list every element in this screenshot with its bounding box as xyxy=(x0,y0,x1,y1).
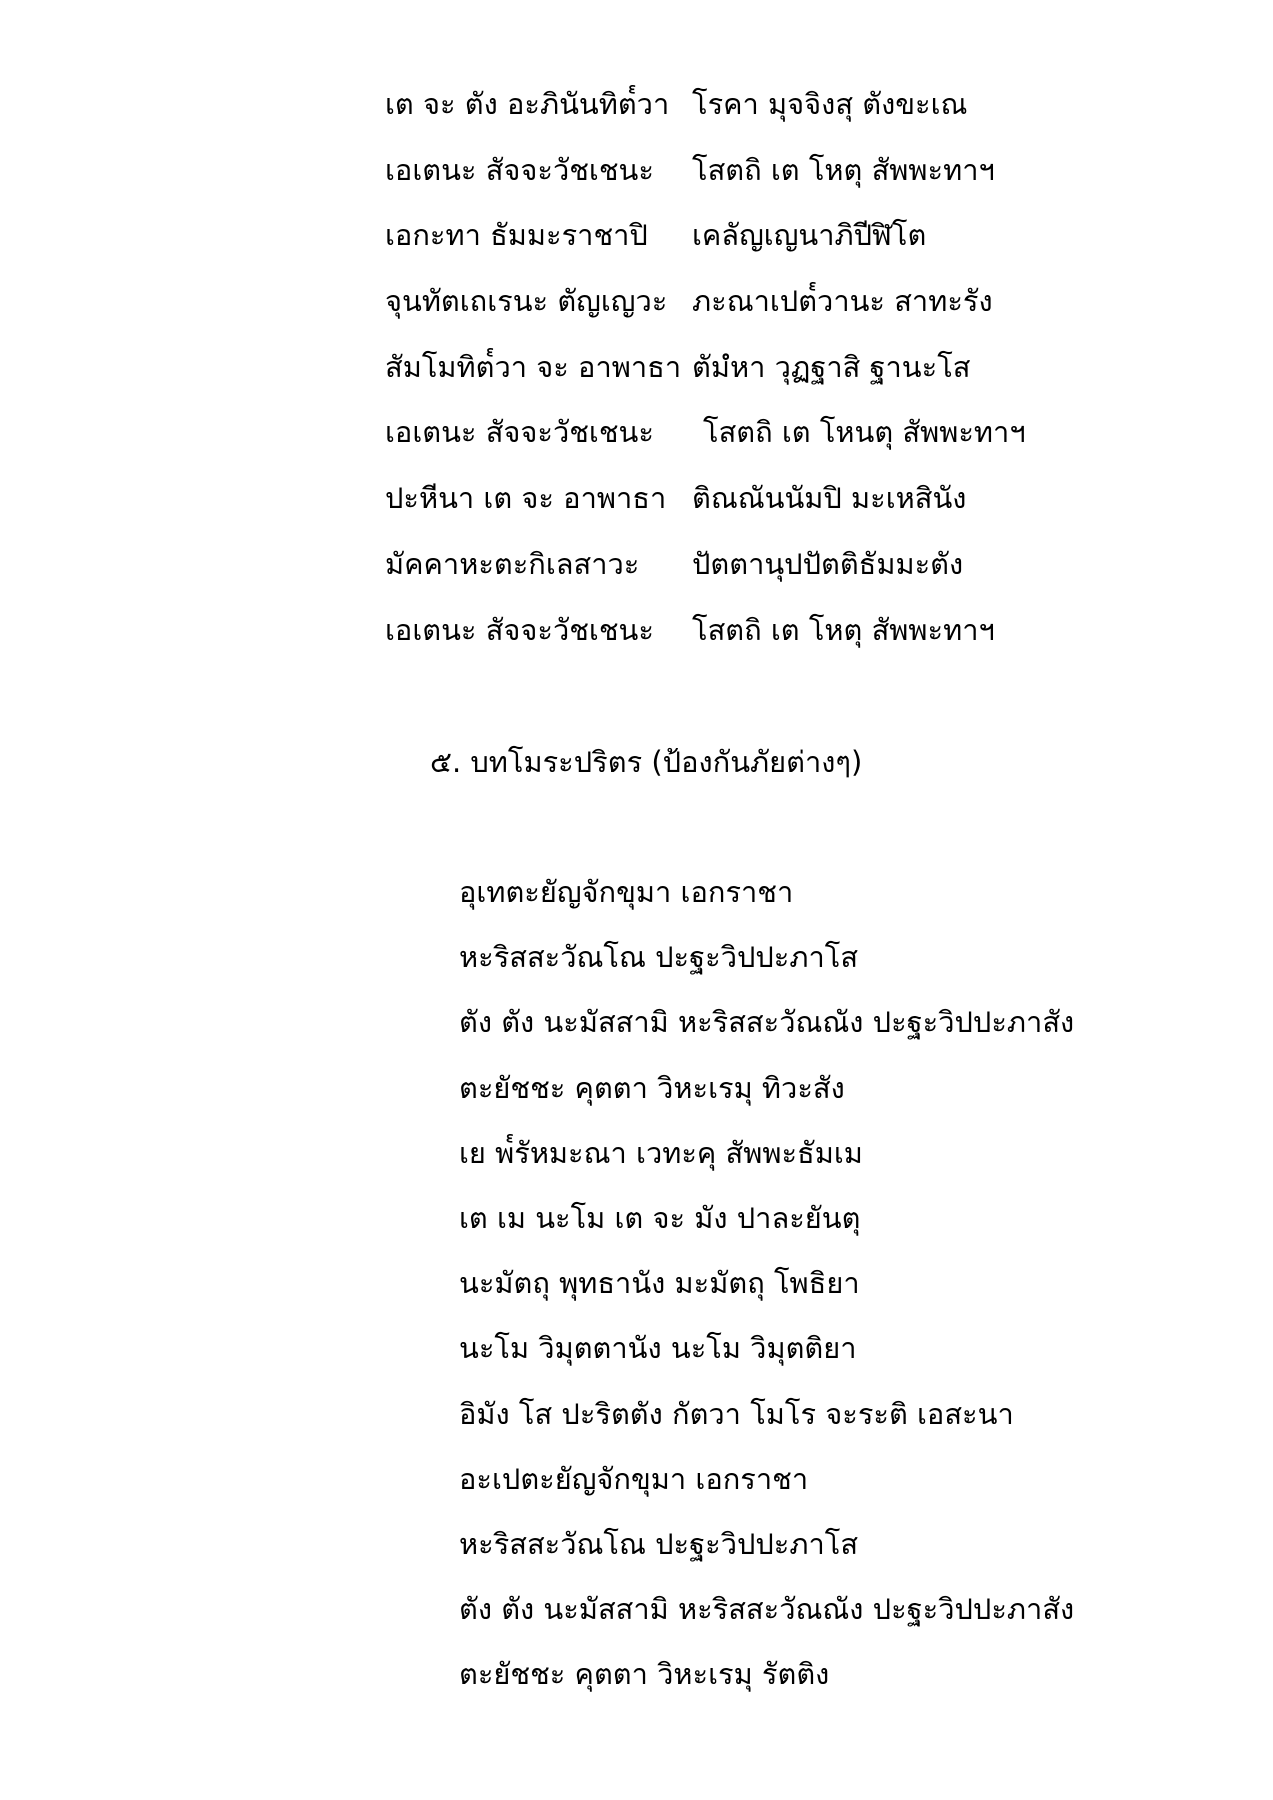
verse-right: ติณณันนัมปิ มะเหสินัง xyxy=(692,481,967,516)
verse-right: เคลัญเญนาภิปีฬิโต xyxy=(692,218,927,253)
chant-line: เย พ๎รัหมะณา เวทะคุ สัพพะธัมเม xyxy=(459,1135,863,1170)
verse-right: โสตถิ เต โหตุ สัพพะทาฯ xyxy=(692,612,995,647)
chant-line: ตัง ตัง นะมัสสามิ หะริสสะวัณณัง ปะฐะวิปปะภาสัง xyxy=(459,1005,1075,1040)
chant-line: ตัง ตัง นะมัสสามิ หะริสสะวัณณัง ปะฐะวิปปะภาสัง xyxy=(459,1592,1075,1627)
verse-right: ภะณาเปต๎วานะ สาทะรัง xyxy=(692,284,993,319)
verse-left: มัคคาหะตะกิเลสาวะ xyxy=(385,546,640,581)
chant-block xyxy=(459,866,1074,1713)
verse-left: สัมโมทิต๎วา จะ อาพาธา xyxy=(385,349,682,384)
chant-line: ตะยัชชะ คุตตา วิหะเรมุ รัตติง xyxy=(459,1657,830,1692)
verse-left: เอกะทา ธัมมะราชาปิ xyxy=(385,218,648,253)
verse-left: เอเตนะ สัจจะวัชเชนะ xyxy=(385,612,654,647)
verse-right: ปัตตานุปปัตติธัมมะตัง xyxy=(692,546,964,581)
chant-line: ตะยัชชะ คุตตา วิหะเรมุ ทิวะสัง xyxy=(459,1070,845,1105)
verse-right: ตัมํหา วุฏฐาสิ ฐานะโส xyxy=(692,349,971,384)
verse-left: เอเตนะ สัจจะวัชเชนะ xyxy=(385,152,654,187)
verse-right: โสตถิ เต โหตุ สัพพะทาฯ xyxy=(692,152,995,187)
section-heading: ๕. บทโมระปริตร (ป้องกันภัยต่างๆ) xyxy=(430,745,863,779)
chant-line: นะโม วิมุตตานัง นะโม วิมุตติยา xyxy=(459,1331,857,1366)
verse-left: ปะหีนา เต จะ อาพาธา xyxy=(385,481,667,516)
chant-line: อะเปตะยัญจักขุมา เอกราชา xyxy=(459,1461,809,1496)
verse-left: เอเตนะ สัจจะวัชเชนะ xyxy=(385,415,654,450)
verse-right: โสตถิ เต โหนตุ สัพพะทาฯ xyxy=(703,415,1026,450)
chant-line: เต เม นะโม เต จะ มัง ปาละยันตุ xyxy=(459,1200,861,1235)
verse-left: จุนทัตเถเรนะ ตัญเญวะ xyxy=(385,284,668,319)
verse-left: เต จะ ตัง อะภินันทิต๎วา xyxy=(385,87,670,121)
chant-line: นะมัตถุ พุทธานัง มะมัตถุ โพธิยา xyxy=(459,1266,860,1301)
chant-line: อิมัง โส ปะริตตัง กัตวา โมโร จะระติ เอสะนา xyxy=(459,1396,1014,1431)
chant-line: หะริสสะวัณโณ ปะฐะวิปปะภาโส xyxy=(459,940,859,975)
verse-right: โรคา มุจจิงสุ ตังขะเณ xyxy=(692,87,968,121)
chant-line: อุเทตะยัญจักขุมา เอกราชา xyxy=(459,875,794,909)
chant-line: หะริสสะวัณโณ ปะฐะวิปปะภาโส xyxy=(459,1526,859,1561)
